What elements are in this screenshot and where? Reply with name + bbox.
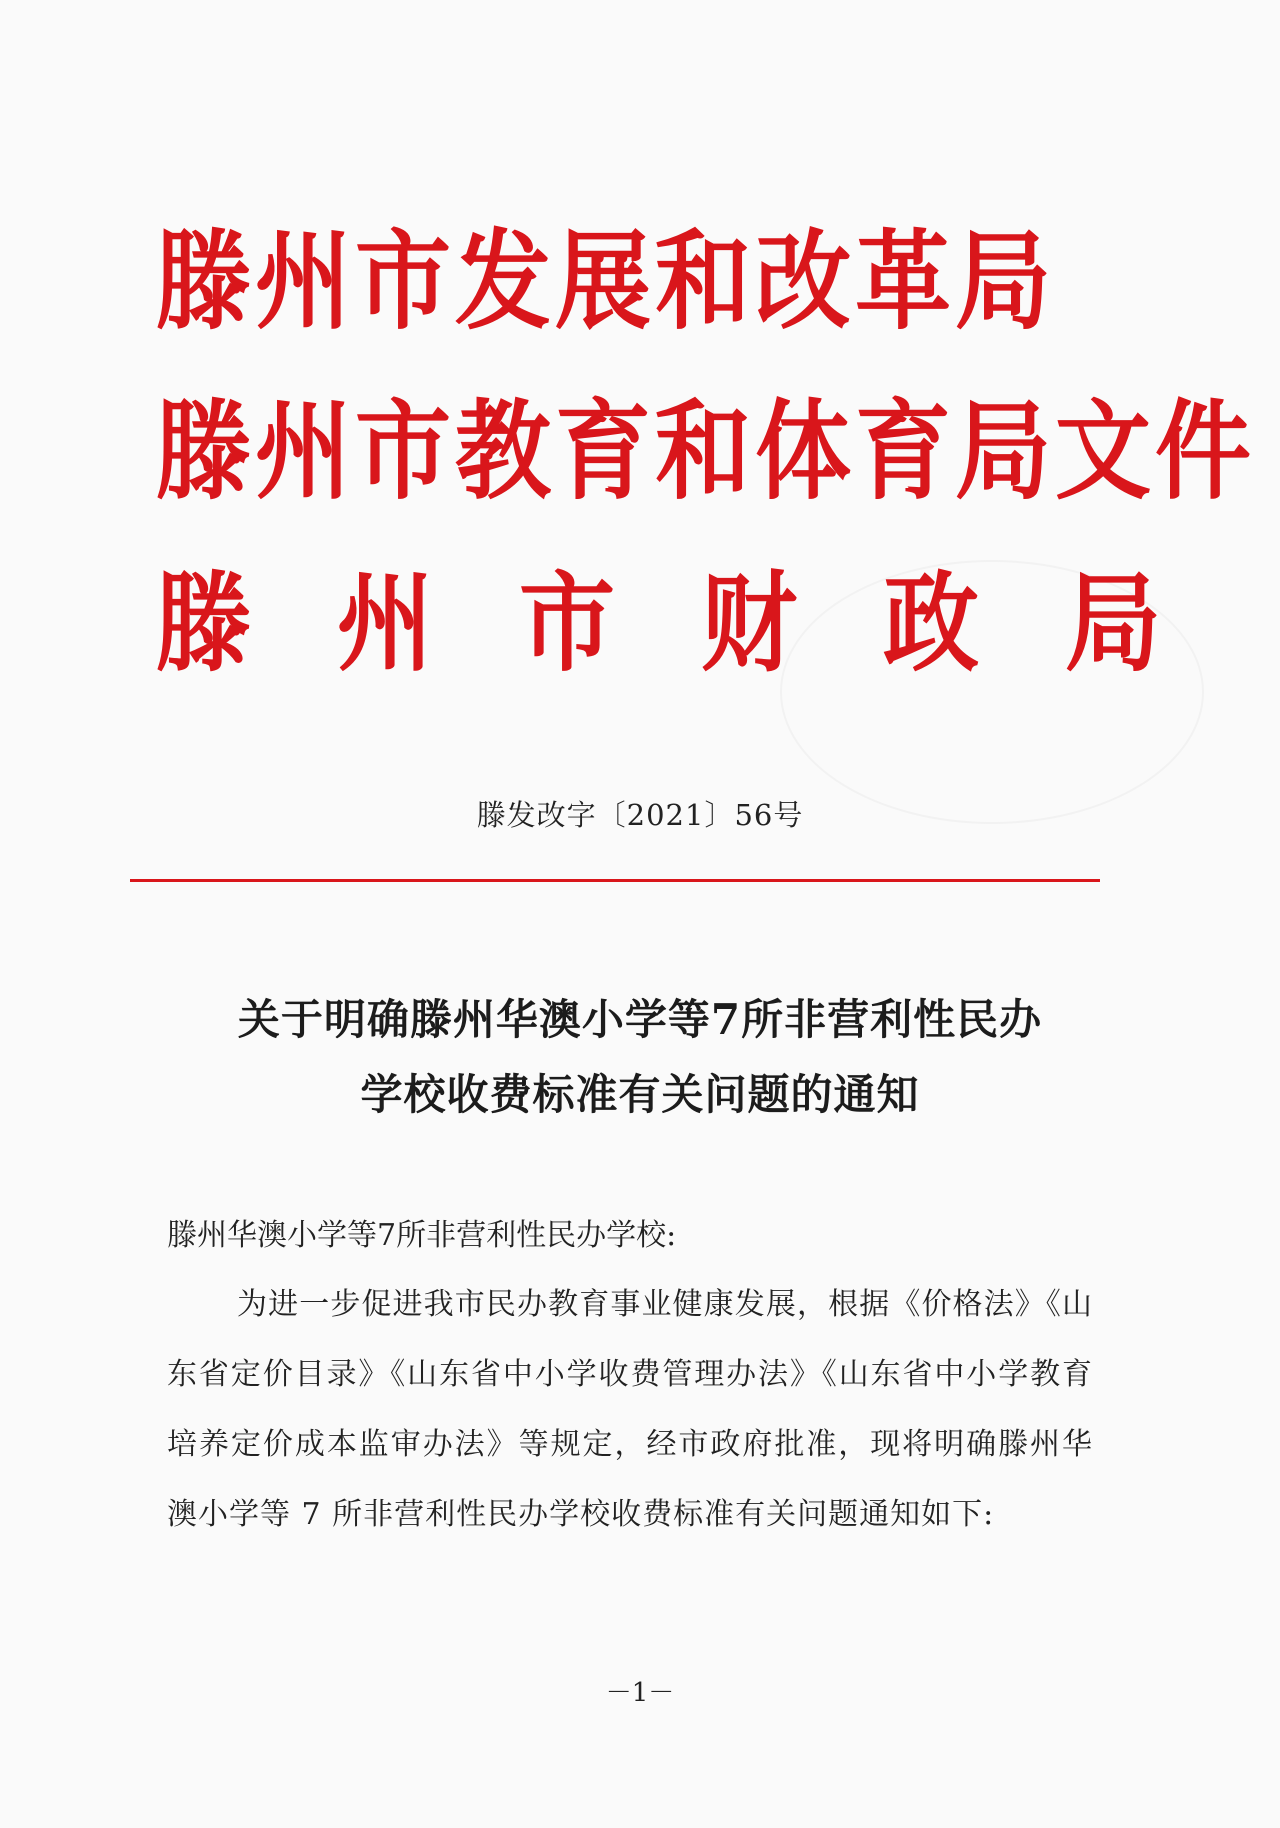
issuer-line-1: 滕州市发展和改革局 bbox=[155, 217, 1055, 345]
body-paragraph: 为进一步促进我市民办教育事业健康发展，根据《价格法》《山东省定价目录》《山东省中小学收费管理办法》《山东省中小学教育培养定价成本监审办法》等规定，经市政府批准，现将明确滕州华澳小学等 7 所非营利性民办学校收费标准有关问题通知如下: bbox=[167, 1287, 1093, 1532]
notice-title-line-1: 关于明确滕州华澳小学等7所非营利性民办 bbox=[237, 995, 1043, 1044]
document-number: 滕发改字〔2021〕56号 bbox=[476, 798, 804, 832]
issuer-line-3: 滕州市财政局 bbox=[155, 559, 1247, 687]
issuer-line-2: 滕州市教育和体育局文件 bbox=[155, 387, 1255, 515]
page-number: －1－ bbox=[605, 1678, 675, 1708]
addressee: 滕州华澳小学等7所非营利性民办学校: bbox=[167, 1218, 677, 1253]
notice-title-line-2: 学校收费标准有关问题的通知 bbox=[360, 1070, 920, 1119]
red-divider bbox=[130, 879, 1100, 882]
